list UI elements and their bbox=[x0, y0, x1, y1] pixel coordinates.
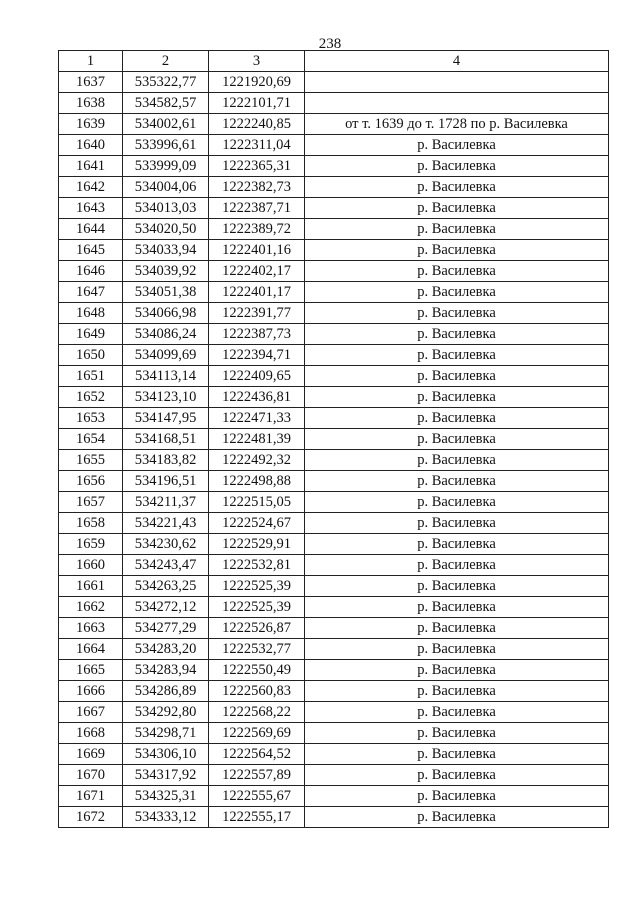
y-coordinate-cell: 1222382,73 bbox=[209, 177, 305, 198]
y-coordinate-cell: 1222311,04 bbox=[209, 135, 305, 156]
page-number: 238 bbox=[318, 36, 342, 52]
x-coordinate-cell: 534066,98 bbox=[123, 303, 209, 324]
description-cell: р. Василевка bbox=[305, 723, 609, 744]
description-cell: р. Василевка bbox=[305, 219, 609, 240]
x-coordinate-cell: 534283,94 bbox=[123, 660, 209, 681]
description-cell: р. Василевка bbox=[305, 765, 609, 786]
x-coordinate-cell: 534317,92 bbox=[123, 765, 209, 786]
description-cell: р. Василевка bbox=[305, 639, 609, 660]
description-cell: р. Василевка bbox=[305, 156, 609, 177]
y-coordinate-cell: 1222101,71 bbox=[209, 93, 305, 114]
table-row bbox=[59, 303, 609, 324]
table-row bbox=[59, 702, 609, 723]
y-coordinate-cell: 1222524,67 bbox=[209, 513, 305, 534]
x-coordinate-cell: 534196,51 bbox=[123, 471, 209, 492]
table-row bbox=[59, 555, 609, 576]
table-row bbox=[59, 219, 609, 240]
point-number-cell: 1656 bbox=[59, 471, 123, 492]
x-coordinate-cell: 534283,20 bbox=[123, 639, 209, 660]
description-cell: р. Василевка bbox=[305, 471, 609, 492]
x-coordinate-cell: 534099,69 bbox=[123, 345, 209, 366]
table-row bbox=[59, 345, 609, 366]
y-coordinate-cell: 1222401,17 bbox=[209, 282, 305, 303]
description-cell: р. Василевка bbox=[305, 282, 609, 303]
y-coordinate-cell: 1222498,88 bbox=[209, 471, 305, 492]
description-cell: р. Василевка bbox=[305, 660, 609, 681]
table-row bbox=[59, 723, 609, 744]
description-cell: р. Василевка bbox=[305, 261, 609, 282]
y-coordinate-cell: 1222515,05 bbox=[209, 492, 305, 513]
y-coordinate-cell: 1222532,81 bbox=[209, 555, 305, 576]
x-coordinate-cell: 534086,24 bbox=[123, 324, 209, 345]
description-cell bbox=[305, 72, 609, 93]
point-number-cell: 1640 bbox=[59, 135, 123, 156]
point-number-cell: 1642 bbox=[59, 177, 123, 198]
y-coordinate-cell: 1222387,71 bbox=[209, 198, 305, 219]
point-number-cell: 1663 bbox=[59, 618, 123, 639]
table-row bbox=[59, 450, 609, 471]
table-row bbox=[59, 618, 609, 639]
table-row bbox=[59, 408, 609, 429]
y-coordinate-cell: 1222365,31 bbox=[209, 156, 305, 177]
table-row bbox=[59, 198, 609, 219]
x-coordinate-cell: 534183,82 bbox=[123, 450, 209, 471]
point-number-cell: 1657 bbox=[59, 492, 123, 513]
point-number-cell: 1669 bbox=[59, 744, 123, 765]
x-coordinate-cell: 534051,38 bbox=[123, 282, 209, 303]
x-coordinate-cell: 534333,12 bbox=[123, 807, 209, 828]
coordinates-table bbox=[58, 50, 609, 828]
description-cell: р. Василевка bbox=[305, 198, 609, 219]
table-row bbox=[59, 135, 609, 156]
point-number-cell: 1639 bbox=[59, 114, 123, 135]
x-coordinate-cell: 534306,10 bbox=[123, 744, 209, 765]
x-coordinate-cell: 534002,61 bbox=[123, 114, 209, 135]
x-coordinate-cell: 534039,92 bbox=[123, 261, 209, 282]
y-coordinate-cell: 1222409,65 bbox=[209, 366, 305, 387]
y-coordinate-cell: 1222557,89 bbox=[209, 765, 305, 786]
y-coordinate-cell: 1222394,71 bbox=[209, 345, 305, 366]
point-number-cell: 1670 bbox=[59, 765, 123, 786]
point-number-cell: 1645 bbox=[59, 240, 123, 261]
table-row bbox=[59, 576, 609, 597]
y-coordinate-cell: 1222569,69 bbox=[209, 723, 305, 744]
table-row bbox=[59, 261, 609, 282]
y-coordinate-cell: 1222436,81 bbox=[209, 387, 305, 408]
description-cell: р. Василевка bbox=[305, 597, 609, 618]
point-number-cell: 1672 bbox=[59, 807, 123, 828]
column-header-point-number: 1 bbox=[59, 51, 123, 72]
y-coordinate-cell: 1222568,22 bbox=[209, 702, 305, 723]
y-coordinate-cell: 1222532,77 bbox=[209, 639, 305, 660]
x-coordinate-cell: 534013,03 bbox=[123, 198, 209, 219]
description-cell: р. Василевка bbox=[305, 303, 609, 324]
point-number-cell: 1652 bbox=[59, 387, 123, 408]
column-header-description: 4 bbox=[305, 51, 609, 72]
y-coordinate-cell: 1222550,49 bbox=[209, 660, 305, 681]
y-coordinate-cell: 1222387,73 bbox=[209, 324, 305, 345]
point-number-cell: 1641 bbox=[59, 156, 123, 177]
description-cell: р. Василевка bbox=[305, 240, 609, 261]
x-coordinate-cell: 534221,43 bbox=[123, 513, 209, 534]
y-coordinate-cell: 1221920,69 bbox=[209, 72, 305, 93]
description-cell: р. Василевка bbox=[305, 702, 609, 723]
description-cell: р. Василевка bbox=[305, 534, 609, 555]
table-row bbox=[59, 660, 609, 681]
description-cell: р. Василевка bbox=[305, 492, 609, 513]
table-body bbox=[59, 72, 609, 828]
description-cell: р. Василевка bbox=[305, 345, 609, 366]
point-number-cell: 1651 bbox=[59, 366, 123, 387]
table-row bbox=[59, 72, 609, 93]
table-row bbox=[59, 366, 609, 387]
x-coordinate-cell: 534004,06 bbox=[123, 177, 209, 198]
x-coordinate-cell: 533999,09 bbox=[123, 156, 209, 177]
y-coordinate-cell: 1222391,77 bbox=[209, 303, 305, 324]
x-coordinate-cell: 534211,37 bbox=[123, 492, 209, 513]
table-row bbox=[59, 744, 609, 765]
table-header-row bbox=[59, 51, 609, 72]
description-cell: р. Василевка bbox=[305, 429, 609, 450]
x-coordinate-cell: 534230,62 bbox=[123, 534, 209, 555]
description-cell: р. Василевка bbox=[305, 744, 609, 765]
y-coordinate-cell: 1222492,32 bbox=[209, 450, 305, 471]
x-coordinate-cell: 534020,50 bbox=[123, 219, 209, 240]
description-cell: р. Василевка bbox=[305, 618, 609, 639]
point-number-cell: 1644 bbox=[59, 219, 123, 240]
point-number-cell: 1655 bbox=[59, 450, 123, 471]
table-row bbox=[59, 156, 609, 177]
description-cell: р. Василевка bbox=[305, 366, 609, 387]
table-row bbox=[59, 282, 609, 303]
x-coordinate-cell: 535322,77 bbox=[123, 72, 209, 93]
description-cell: р. Василевка bbox=[305, 450, 609, 471]
table-row bbox=[59, 240, 609, 261]
table-row bbox=[59, 807, 609, 828]
x-coordinate-cell: 533996,61 bbox=[123, 135, 209, 156]
point-number-cell: 1654 bbox=[59, 429, 123, 450]
table-row bbox=[59, 492, 609, 513]
y-coordinate-cell: 1222564,52 bbox=[209, 744, 305, 765]
y-coordinate-cell: 1222402,17 bbox=[209, 261, 305, 282]
x-coordinate-cell: 534286,89 bbox=[123, 681, 209, 702]
point-number-cell: 1664 bbox=[59, 639, 123, 660]
x-coordinate-cell: 534243,47 bbox=[123, 555, 209, 576]
table-row bbox=[59, 597, 609, 618]
y-coordinate-cell: 1222555,67 bbox=[209, 786, 305, 807]
table-row bbox=[59, 429, 609, 450]
x-coordinate-cell: 534325,31 bbox=[123, 786, 209, 807]
point-number-cell: 1666 bbox=[59, 681, 123, 702]
table-row bbox=[59, 681, 609, 702]
x-coordinate-cell: 534272,12 bbox=[123, 597, 209, 618]
point-number-cell: 1647 bbox=[59, 282, 123, 303]
description-cell: от т. 1639 до т. 1728 по р. Василевка bbox=[305, 114, 609, 135]
point-number-cell: 1658 bbox=[59, 513, 123, 534]
point-number-cell: 1660 bbox=[59, 555, 123, 576]
description-cell: р. Василевка bbox=[305, 786, 609, 807]
description-cell: р. Василевка bbox=[305, 324, 609, 345]
table-row bbox=[59, 534, 609, 555]
y-coordinate-cell: 1222525,39 bbox=[209, 576, 305, 597]
table-row bbox=[59, 639, 609, 660]
point-number-cell: 1653 bbox=[59, 408, 123, 429]
point-number-cell: 1667 bbox=[59, 702, 123, 723]
description-cell: р. Василевка bbox=[305, 555, 609, 576]
table-row bbox=[59, 114, 609, 135]
column-header-y-coordinate: 3 bbox=[209, 51, 305, 72]
table-row bbox=[59, 513, 609, 534]
point-number-cell: 1671 bbox=[59, 786, 123, 807]
table-row bbox=[59, 387, 609, 408]
x-coordinate-cell: 534582,57 bbox=[123, 93, 209, 114]
description-cell: р. Василевка bbox=[305, 408, 609, 429]
y-coordinate-cell: 1222555,17 bbox=[209, 807, 305, 828]
table-row bbox=[59, 93, 609, 114]
table-row bbox=[59, 324, 609, 345]
x-coordinate-cell: 534113,14 bbox=[123, 366, 209, 387]
table-row bbox=[59, 786, 609, 807]
point-number-cell: 1648 bbox=[59, 303, 123, 324]
y-coordinate-cell: 1222525,39 bbox=[209, 597, 305, 618]
x-coordinate-cell: 534263,25 bbox=[123, 576, 209, 597]
table-row bbox=[59, 177, 609, 198]
y-coordinate-cell: 1222526,87 bbox=[209, 618, 305, 639]
description-cell: р. Василевка bbox=[305, 513, 609, 534]
point-number-cell: 1650 bbox=[59, 345, 123, 366]
x-coordinate-cell: 534123,10 bbox=[123, 387, 209, 408]
y-coordinate-cell: 1222529,91 bbox=[209, 534, 305, 555]
point-number-cell: 1661 bbox=[59, 576, 123, 597]
y-coordinate-cell: 1222240,85 bbox=[209, 114, 305, 135]
point-number-cell: 1638 bbox=[59, 93, 123, 114]
column-header-x-coordinate: 2 bbox=[123, 51, 209, 72]
x-coordinate-cell: 534147,95 bbox=[123, 408, 209, 429]
point-number-cell: 1637 bbox=[59, 72, 123, 93]
x-coordinate-cell: 534292,80 bbox=[123, 702, 209, 723]
x-coordinate-cell: 534168,51 bbox=[123, 429, 209, 450]
point-number-cell: 1649 bbox=[59, 324, 123, 345]
table-row bbox=[59, 765, 609, 786]
description-cell: р. Василевка bbox=[305, 135, 609, 156]
table-row bbox=[59, 471, 609, 492]
point-number-cell: 1643 bbox=[59, 198, 123, 219]
point-number-cell: 1662 bbox=[59, 597, 123, 618]
x-coordinate-cell: 534033,94 bbox=[123, 240, 209, 261]
description-cell: р. Василевка bbox=[305, 681, 609, 702]
point-number-cell: 1646 bbox=[59, 261, 123, 282]
point-number-cell: 1665 bbox=[59, 660, 123, 681]
x-coordinate-cell: 534298,71 bbox=[123, 723, 209, 744]
description-cell bbox=[305, 93, 609, 114]
description-cell: р. Василевка bbox=[305, 807, 609, 828]
x-coordinate-cell: 534277,29 bbox=[123, 618, 209, 639]
y-coordinate-cell: 1222389,72 bbox=[209, 219, 305, 240]
y-coordinate-cell: 1222401,16 bbox=[209, 240, 305, 261]
description-cell: р. Василевка bbox=[305, 576, 609, 597]
description-cell: р. Василевка bbox=[305, 387, 609, 408]
y-coordinate-cell: 1222481,39 bbox=[209, 429, 305, 450]
description-cell: р. Василевка bbox=[305, 177, 609, 198]
point-number-cell: 1659 bbox=[59, 534, 123, 555]
y-coordinate-cell: 1222560,83 bbox=[209, 681, 305, 702]
point-number-cell: 1668 bbox=[59, 723, 123, 744]
y-coordinate-cell: 1222471,33 bbox=[209, 408, 305, 429]
